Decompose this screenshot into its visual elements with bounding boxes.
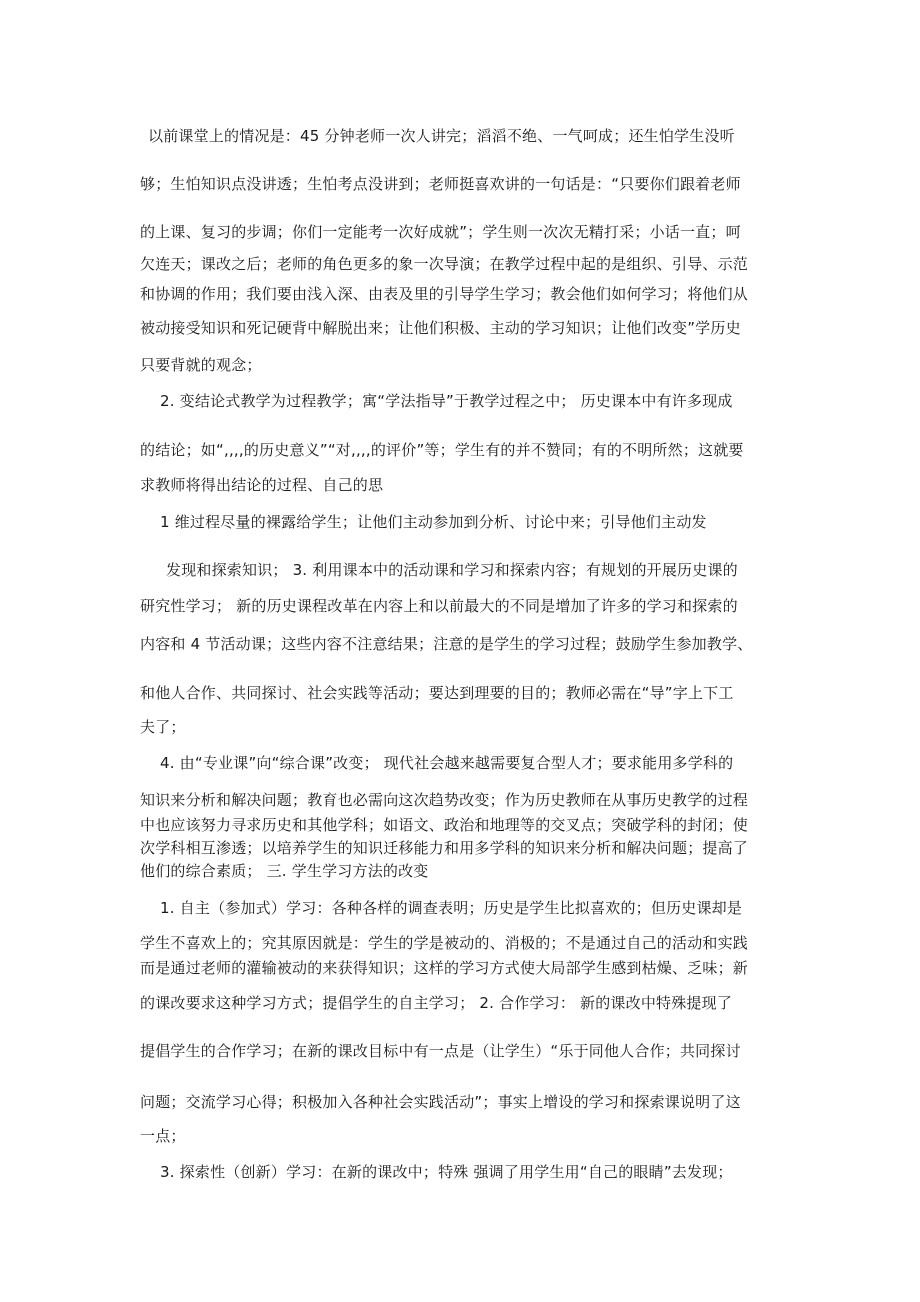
text-line: 知识来分析和解决问题；教育也必需向这次趋势改变；作为历史教师在从事历史教学的过程	[140, 791, 749, 809]
text-line: 只要背就的观念；	[140, 356, 262, 374]
text-line: 1 维过程尽量的裸露给学生；让他们主动参加到分析、讨论中来；引导他们主动发	[160, 513, 707, 531]
text-line: 1. 自主（参加式）学习：各种各样的调查表明；历史是学生比拟喜欢的；但历史课却是	[160, 899, 743, 917]
text-line: 次学科相互渗透；以培养学生的知识迁移能力和用多学科的知识来分析和解决问题；提高了	[140, 839, 749, 857]
text-line: 的课改要求这种学习方式；提倡学生的自主学习； 2. 合作学习： 新的课改中特殊提现了	[140, 994, 733, 1012]
text-line: 研究性学习； 新的历史课程改革在内容上和以前最大的不同是增加了许多的学习和探索的	[140, 597, 738, 615]
text-line: 内容和 4 节活动课；这些内容不注意结果；注意的是学生的学习过程；鼓励学生参加教学、	[140, 635, 753, 653]
text-line: 而是通过老师的灌输被动的来获得知识；这样的学习方式使大局部学生感到枯燥、乏味；新	[140, 959, 749, 977]
text-line: 和他人合作、共同探讨、社会实践等活动；要达到理要的目的；教师必需在“导”字上下工	[140, 684, 734, 702]
text-line: 的结论；如“,,,,的历史意义”“对,,,,的评价”等；学生有的并不赞同；有的不明所然；这就要	[140, 441, 744, 459]
text-line: 中也应该努力寻求历史和其他学科；如语文、政治和地理等的交叉点；突破学科的封闭；使	[140, 816, 749, 834]
text-line: 以前课堂上的情况是：45 分钟老师一次人讲完；滔滔不绝、一气呵成；还生怕学生没听	[148, 127, 735, 145]
text-line: 发现和探索知识； 3. 利用课本中的活动课和学习和探索内容；有规划的开展历史课的	[166, 561, 738, 579]
text-line: 够；生怕知识点没讲透；生怕考点没讲到；老师挺喜欢讲的一句话是：“只要你们跟着老师	[140, 175, 741, 193]
text-line: 学生不喜欢上的；究其原因就是：学生的学是被动的、消极的；不是通过自己的活动和实践	[140, 934, 749, 952]
text-line: 问题；交流学习心得；积极加入各种社会实践活动”；事实上增设的学习和探索课说明了这	[140, 1093, 741, 1111]
text-line: 求教师将得出结论的过程、自己的思	[140, 476, 384, 494]
text-line: 4. 由“专业课”向“综合课”改变； 现代社会越来越需要复合型人才；要求能用多学科的	[160, 754, 734, 772]
text-line: 他们的综合素质； 三. 学生学习方法的改变	[140, 862, 429, 880]
text-line: 一点；	[140, 1127, 186, 1145]
text-line: 提倡学生的合作学习；在新的课改目标中有一点是（让学生）“乐于同他人合作；共同探讨	[140, 1042, 741, 1060]
text-line: 夫了；	[140, 718, 186, 736]
text-line: 欠连天；课改之后；老师的角色更多的象一次导演；在教学过程中起的是组织、引导、示范	[140, 255, 749, 273]
text-line: 3. 探索性（创新）学习：在新的课改中；特殊 强调了用学生用“自己的眼睛”去发现；	[160, 1163, 733, 1181]
text-line: 的上课、复习的步调；你们一定能考一次好成就”；学生则一次次无精打采；小话一直；呵	[140, 223, 741, 241]
text-line: 被动接受知识和死记硬背中解脱出来；让他们积极、主动的学习知识；让他们改变”学历史	[140, 319, 741, 337]
text-line: 2. 变结论式教学为过程教学；寓“学法指导”于教学过程之中； 历史课本中有许多现成	[160, 392, 733, 410]
text-line: 和协调的作用；我们要由浅入深、由表及里的引导学生学习；教会他们如何学习；将他们从	[140, 285, 749, 303]
